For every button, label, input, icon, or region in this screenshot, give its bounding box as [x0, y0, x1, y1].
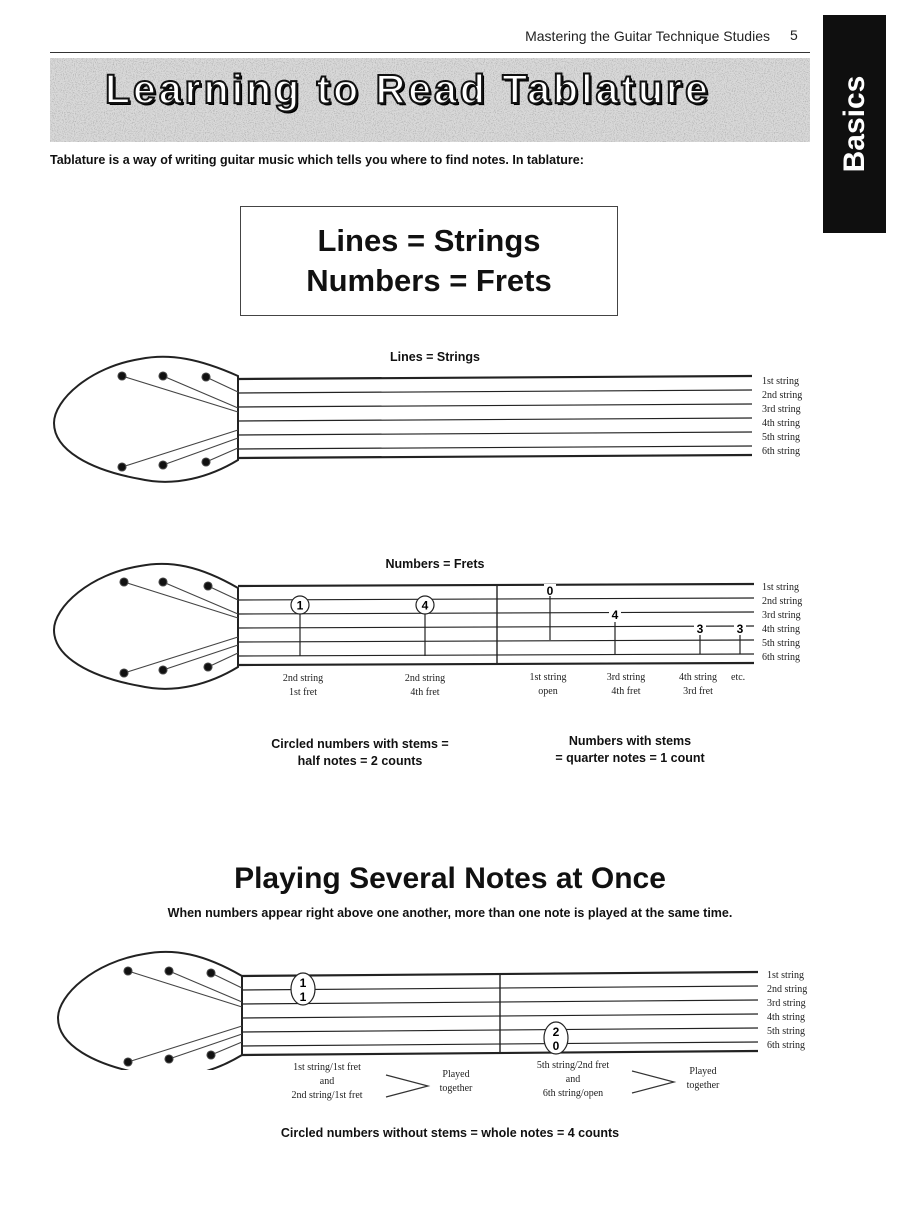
chord-label-line: and — [565, 1074, 581, 1085]
string-label: 6th string — [762, 446, 801, 457]
note-label-line: 3rd fret — [683, 686, 713, 697]
summary-box — [240, 206, 618, 316]
section-tab-label: Basics — [837, 75, 871, 173]
note-label-line: 2nd string — [404, 673, 446, 684]
tab-note: 3 — [736, 622, 744, 636]
tab-note: 3 — [696, 622, 704, 636]
diagram2-caption: Numbers = Frets — [385, 557, 485, 571]
string-label: 4th string — [762, 624, 801, 635]
intro-text: Tablature is a way of writing guitar music which tells you where to find notes. In tablature: — [50, 153, 584, 167]
caption-line: Circled numbers with stems = — [271, 737, 449, 751]
half-note-caption — [230, 736, 490, 770]
played-together-line: together — [439, 1083, 473, 1094]
string-label: 6th string — [762, 652, 801, 663]
note-label-line: 4th string — [678, 672, 718, 683]
note-label-line: 4th fret — [410, 687, 440, 698]
played-together-line: together — [686, 1080, 720, 1091]
note-label-line: 1st fret — [288, 687, 318, 698]
page-title: Learning to Read Tablature — [105, 66, 711, 112]
string-label: 6th string — [767, 1040, 806, 1051]
chord-label-line: 1st string/1st fret — [293, 1062, 361, 1073]
string-label: 3rd string — [767, 998, 806, 1009]
string-label: 2nd string — [767, 984, 808, 995]
guitar-diagram-1 — [50, 345, 760, 495]
running-header: Mastering the Guitar Technique Studies — [525, 28, 770, 44]
tab-note: 4 — [421, 598, 429, 613]
played-together-label — [675, 1065, 731, 1093]
string-labels-3 — [767, 969, 807, 1053]
string-label: 1st string — [762, 582, 799, 593]
string-label: 3rd string — [762, 610, 801, 621]
tab-note: 4 — [611, 608, 619, 622]
string-labels-1 — [762, 375, 802, 459]
note-label — [263, 672, 343, 700]
string-label: 4th string — [767, 1012, 806, 1023]
etc-label: etc. — [731, 672, 746, 683]
string-labels-2 — [762, 581, 802, 665]
note-label — [586, 671, 666, 699]
footer-caption: Circled numbers without stems = whole notes = 4 counts — [280, 1126, 620, 1140]
note-label — [658, 671, 738, 699]
played-together-line: Played — [442, 1069, 470, 1080]
string-label: 4th string — [762, 418, 801, 429]
note-label-line: 4th fret — [611, 686, 641, 697]
string-label: 5th string — [762, 638, 801, 649]
note-label — [508, 671, 588, 699]
tab-note: 0 — [552, 1039, 560, 1053]
string-label: 2nd string — [762, 596, 803, 607]
caption-line: Numbers with stems — [568, 734, 692, 748]
played-together-arrow-2 — [630, 1068, 678, 1096]
caption-line: half notes = 2 counts — [297, 754, 423, 768]
tab-note: 1 — [299, 976, 307, 990]
tab-note: 0 — [546, 584, 554, 598]
played-together-line: Played — [689, 1066, 717, 1077]
string-label: 1st string — [767, 970, 804, 981]
section-tab — [823, 15, 886, 233]
quarter-note-caption — [500, 733, 760, 767]
section-heading: Playing Several Notes at Once — [234, 862, 666, 895]
string-label: 3rd string — [762, 404, 801, 415]
note-label-line: 3rd string — [606, 672, 646, 683]
played-together-arrow-1 — [384, 1072, 432, 1100]
tab-note: 1 — [299, 990, 307, 1004]
chord-label-line: and — [319, 1076, 335, 1087]
summary-line-1: Lines = Strings — [317, 223, 541, 258]
string-label: 2nd string — [762, 390, 803, 401]
tab-note: 2 — [552, 1025, 560, 1039]
chord-label — [272, 1061, 382, 1103]
note-label-line: open — [538, 686, 558, 697]
section-subtitle: When numbers appear right above one another, more than one note is played at the same time. — [167, 906, 733, 920]
tab-note: 1 — [296, 598, 304, 613]
note-label-line: 1st string — [529, 672, 567, 683]
string-label: 5th string — [767, 1026, 806, 1037]
note-label-line: 2nd string — [282, 673, 324, 684]
summary-line-2: Numbers = Frets — [306, 263, 552, 298]
header-rule — [50, 52, 810, 53]
chord-label — [518, 1059, 628, 1101]
note-label — [385, 672, 465, 700]
string-label: 5th string — [762, 432, 801, 443]
chord-label-line: 5th string/2nd fret — [536, 1060, 610, 1071]
chord-label-line: 6th string/open — [542, 1088, 604, 1099]
guitar-diagram-3 — [54, 940, 764, 1070]
diagram1-caption: Lines = Strings — [390, 350, 480, 364]
page-number: 5 — [790, 27, 798, 43]
played-together-label — [428, 1068, 484, 1096]
string-label: 1st string — [762, 376, 799, 387]
caption-line: = quarter notes = 1 count — [555, 751, 705, 765]
chord-label-line: 2nd string/1st fret — [291, 1090, 363, 1101]
